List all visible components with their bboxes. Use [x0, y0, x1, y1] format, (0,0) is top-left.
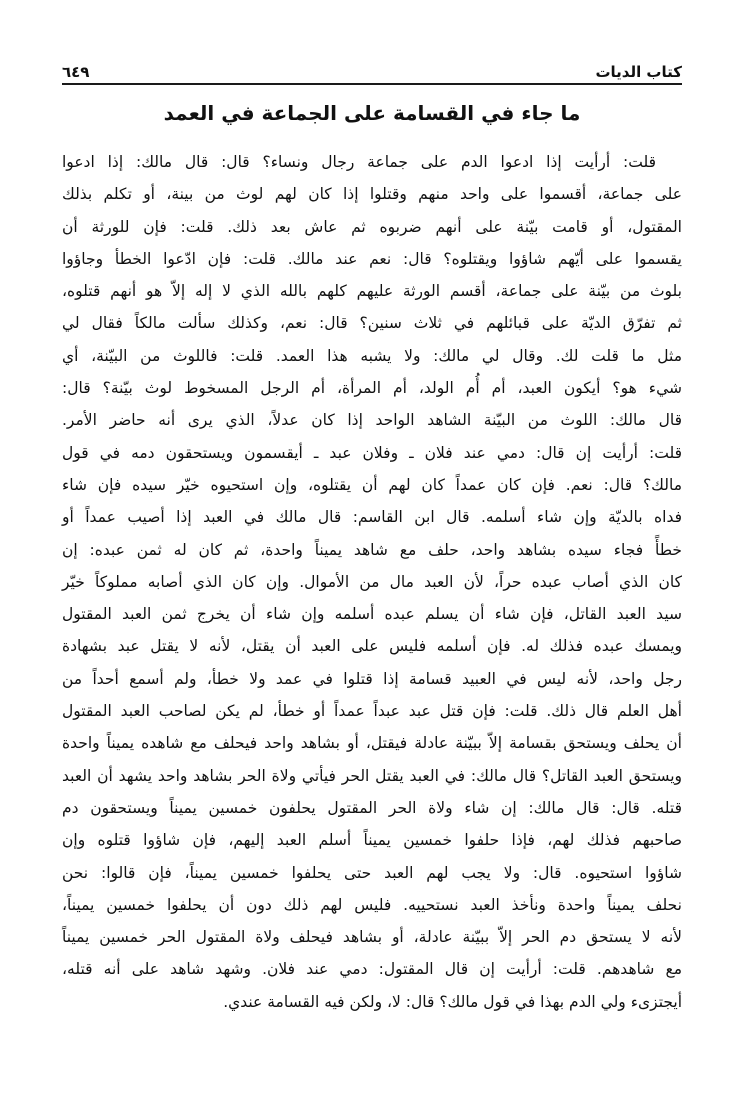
- chapter-title: ما جاء في القسامة على الجماعة في العمد: [163, 101, 581, 125]
- text-line: المقتول، أو قامت بيّنة على أنهم ضربوه ثم عاش بعد ذلك. قلت: فإن للورثة أن: [62, 217, 682, 236]
- text-line: على جماعة، أقسموا على واحد منهم وقتلوا إذا كان لهم لوث من بينة، أو تكلم بذلك: [62, 185, 682, 204]
- text-line: نحلف يميناً واحدة ونأخذ العبد نستحييه. فليس لهم ذلك دون أن يحلفوا خمسين يميناً،: [62, 895, 682, 914]
- text-line: أن يحلف ويستحق بقسامة إلاّ ببيّنة عادلة فيقتل، أو بشاهد واحد فيحلف مع شاهده يميناً واحدة: [62, 734, 682, 753]
- text-line: قلت: أرأيت إن قال: دمي عند فلان ـ وفلان عبد ـ أيقسمون ويستحقون دمه في قول: [62, 443, 682, 462]
- text-line: شيء هو؟ أيكون العبد، أم أُم الولد، أم المرأة، أم الرجل المسخوط لوث بيّنة؟ قال:: [62, 379, 682, 398]
- text-line: مع شاهدهم. قلت: أرأيت إن قال المقتول: دمي عند فلان. وشهد شاهد على أنه قتله،: [62, 960, 682, 979]
- text-line: قتله. قال: قال مالك: إن شاء ولاة الحر المقتول يحلفون خمسين يميناً ويستحقون دم: [62, 798, 682, 817]
- book-page: [62, 0, 682, 1096]
- text-line: قال مالك: اللوث من البيّنة الشاهد الواحد إذا كان عدلاً، الذي يرى أنه حاضر الأمر.: [62, 411, 682, 430]
- text-line: يقسموا على أيّهم شاؤوا ويقتلوه؟ قال: نعم عند مالك. قلت: فإن ادّعوا الخطأ وجاؤوا: [62, 249, 682, 268]
- text-line: أيجتزىء ولي الدم بهذا في قول مالك؟ قال: لا، ولكن فيه القسامة عندي.: [223, 992, 682, 1011]
- text-line: أهل العلم قال ذلك. قلت: فإن قتل عبد عبداً عمداً أو خطأ، لم يكن لصاحب العبد المقتول: [62, 702, 682, 721]
- text-line: ثم تفرّق الديّة على قبائلهم في ثلاث سنين؟ قال: نعم، وكذلك سألت مالكاً فقال لي: [62, 314, 682, 333]
- text-line: ويمسك عبده فذلك له. فإن أسلمه فليس على العبد أن يقتل، لأنه لا يقتل عبد بشهادة: [62, 637, 682, 656]
- page-number: ٦٤٩: [62, 63, 90, 81]
- text-line: ويستحق العبد القاتل؟ قال مالك: في العبد يقتل الحر فيأتي ولاة الحر بشاهد واحد يشهد أن العبد: [62, 766, 682, 785]
- text-line: بلوث من بيّنة على جماعة، أقسم الورثة عليهم كلهم بالله الذي لا إله إلاّ هو أنهم قتلوه،: [62, 282, 682, 301]
- running-title: كتاب الديات: [595, 63, 682, 81]
- text-line: رجل واحد، لأنه ليس في العبيد قسامة إذا قتلوا في عمد ولا خطأ، ولم أسمع أحداً من: [62, 669, 682, 688]
- text-line: سيد العبد القاتل، فإن شاء أن يسلم عبده أسلمه وإن شاء أن يخرج ثمن العبد المقتول: [62, 605, 682, 624]
- text-line: كان الذي أصاب عبده حراً، لأن العبد مال من الأموال. وإن كان الذي أصابه مملوكاً خيّر: [62, 572, 682, 591]
- text-line: قلت: أرأيت إذا ادعوا الدم على جماعة رجال ونساء؟ قال: قال مالك: إذا ادعوا: [62, 153, 656, 171]
- body-text: [62, 146, 682, 1018]
- text-line: فداه بالديّة وإن شاء أسلمه. قال ابن القاسم: قال مالك في العبد إذا أصيب عمداً أو: [62, 508, 682, 527]
- text-line: مثل ما قلت لك. وقال لي مالك: ولا يشبه هذا العمد. قلت: فاللوث من البيّنة، أي: [62, 346, 682, 365]
- text-line: مالك؟ قال: نعم. فإن كان عمداً كان لهم أن يقتلوه، وإن استحيوه خيّر سيده فإن شاء: [62, 475, 682, 494]
- text-line: صاحبهم فذلك لهم، فإذا حلفوا خمسين يميناً أسلم العبد إليهم، فإن شاؤوا قتلوه وإن: [62, 831, 682, 850]
- text-line: لأنه لا يستحق دم الحر إلاّ ببيّنة عادلة، أو بشاهد فيحلف ولاة المقتول الحر خمسين يميناً: [62, 928, 682, 947]
- text-line: خطأً فجاء سيده بشاهد واحد، حلف مع شاهد يميناً واحدة، ثم كان له ثمن عبده: إن: [62, 540, 682, 559]
- text-line: شاؤوا استحيوه. قال: ولا يجب لهم العبد حتى يحلفوا خمسين يميناً، فإن قالوا: نحن: [62, 863, 682, 882]
- running-head: [62, 56, 682, 82]
- header-rule: [62, 83, 682, 85]
